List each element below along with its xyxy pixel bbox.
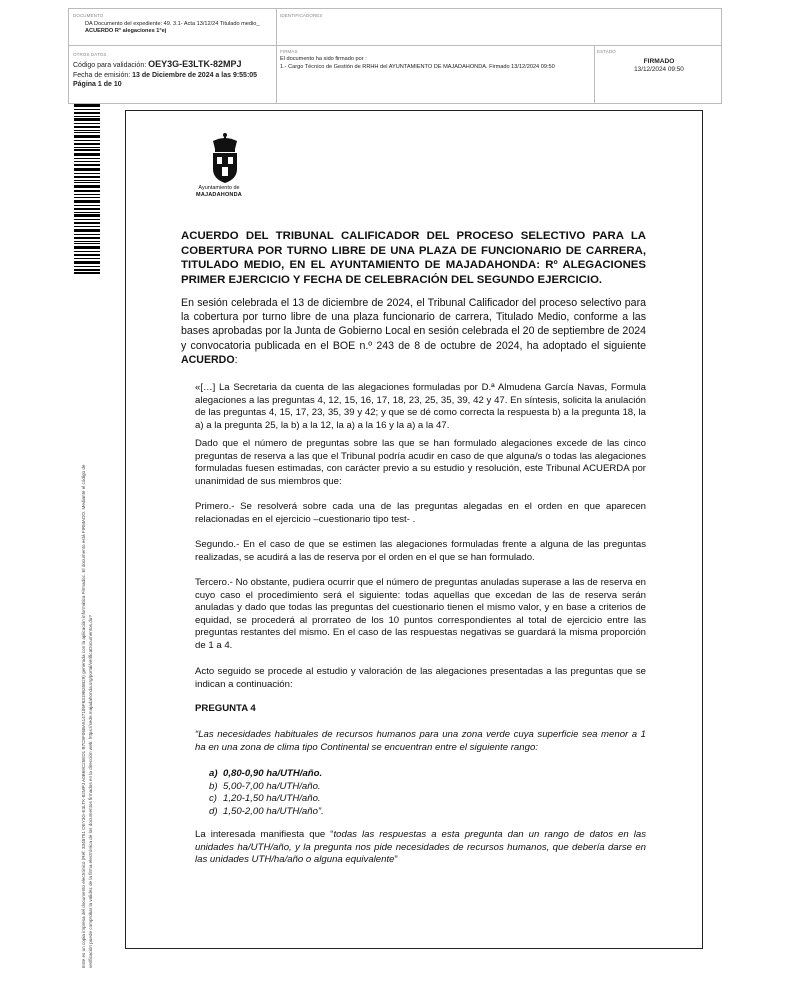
document-header bbox=[68, 8, 722, 104]
interesada-quote: todas las respuestas a esta pregunta dan un rango de datos en las unidades ha/UTH/año, y la pregunta nos pide necesidades de recursos humanos, que debería darse en las unidades UTH/ha/año o alguna equivalente bbox=[195, 829, 647, 866]
codigo-value[interactable]: OEY3G-E3LTK-82MPJ bbox=[148, 59, 242, 69]
fecha-value: 13 de Diciembre de 2024 a las 9:55:05 bbox=[132, 72, 258, 79]
fecha-emision bbox=[73, 72, 257, 79]
option-d bbox=[209, 806, 324, 819]
codigo-validacion bbox=[73, 59, 241, 69]
estado-value: FIRMADO bbox=[643, 58, 675, 65]
firmas-label: FIRMAS bbox=[280, 49, 298, 54]
option-b bbox=[209, 781, 324, 794]
fecha-label: Fecha de emisión: bbox=[73, 72, 131, 79]
option-c-letter: c) bbox=[209, 793, 217, 805]
interesada-end: ” bbox=[394, 854, 398, 866]
answer-options bbox=[209, 768, 324, 818]
option-d-letter: d) bbox=[209, 805, 218, 817]
paragraph-dado-que: Dado que el número de preguntas sobre las que se han formulado alegaciones excede de las cinco preguntas de reserva a las que el Tribunal podría acudir en caso de que alguna/s o todas las alegaciones formuladas fuesen estimadas, con carácter previo a su estudio y resolución, este Tribunal ACUERDA por unanimidad de sus miembros que: bbox=[195, 438, 646, 487]
option-c bbox=[209, 793, 324, 806]
paragraph-alegaciones: «[…] La Secretaria da cuenta de las alegaciones formuladas por D.ª Almudena García Navas, Formula alegaciones a las preguntas 4, 12, 15, 16, 17, 18, 23, 25, 35, 39, 42 y 47. En síntesis, solicita la anulación de las preguntas 4, 15, 17, 23, 35, 39 y 42; y que se dé como correcta la respuesta b) a la pregunta 18, la a) a la pregunta 25, la b) a la 12, la a) a la 16 y la a) a la 47. bbox=[195, 382, 646, 431]
estado-label: ESTADO bbox=[597, 49, 616, 54]
logo-line1: Ayuntamiento de bbox=[198, 185, 240, 191]
option-a-letter: a) bbox=[209, 768, 218, 779]
interesada-intro: La interesada manifiesta que “ bbox=[195, 829, 334, 840]
codigo-label: Código para validación: bbox=[73, 62, 147, 69]
pagina-indicator: Página 1 de 10 bbox=[73, 81, 122, 88]
option-b-letter: b) bbox=[209, 780, 218, 792]
option-a-text: 0,80-0,90 ha/UTH/año. bbox=[223, 768, 323, 779]
paragraph-interesada bbox=[195, 829, 646, 867]
documento-value-line2: ACUERDO R° alegaciones 1°ej bbox=[85, 28, 167, 34]
option-d-text: 1,50-2,00 ha/UTH/año”. bbox=[223, 805, 324, 817]
option-a bbox=[209, 768, 324, 781]
intro-bold: ACUERDO bbox=[181, 353, 235, 366]
documento-label: DOCUMENTO bbox=[73, 13, 104, 18]
logo-line2: MAJADAHONDA bbox=[196, 192, 242, 198]
barcode bbox=[74, 104, 100, 274]
paragraph-tercero: Tercero.- No obstante, pudiera ocurrir que el número de preguntas anuladas superase a las de reserva en cuyo caso el procedimiento será el siguiente: todas aquellas que excedan de las de reserva serán anuladas y dado que todas las preguntas del cuestionario tienen el mismo valor, y en base a criterios de equidad, se procederá al prorrateo de los 10 puntos correspondientes al total de ejercicio entre las preguntas restantes del mismo. En el caso de las respuestas negativas se guardará la misma proporción de 1 a 4. bbox=[195, 577, 646, 651]
paragraph-segundo: Segundo.- En el caso de que se estimen las alegaciones formuladas frente a alguna de las preguntas realizadas, se acudirá a las de reserva por el orden en el que se han formulado. bbox=[195, 539, 646, 563]
document-title: ACUERDO DEL TRIBUNAL CALIFICADOR DEL PROCESO SELECTIVO PARA LA COBERTURA POR TURNO LIBRE DE UNA PLAZA DE FUNCIONARIO DE CARRERA, TITULADO MEDIO, EN EL AYUNTAMIENTO DE MAJADAHONDA: Rº ALEGACIONES PRIMER EJERCICIO Y FECHA DE CELEBRACIÓN DEL SEGUNDO EJERCICIO. bbox=[181, 230, 646, 286]
pregunta-text: “Las necesidades habituales de recursos humanos para una zona verde cuya superficie sea menor a 1 ha en una zona de clima tipo Continental se encuentran entre el siguiente rango: bbox=[195, 729, 646, 753]
option-c-text: 1,20-1,50 ha/UTH/año. bbox=[223, 793, 321, 805]
identificadores-label: IDENTIFICADORES bbox=[280, 13, 323, 18]
documento-value-line1: DA Documento del expediente: 49. 3.1- Acta 13/12/24 Titulado medio_ bbox=[85, 21, 260, 27]
paragraph-acto-seguido: Acto seguido se procede al estudio y valoración de las alegaciones presentadas a las preguntas que se indican a continuación: bbox=[195, 666, 646, 690]
side-verification-text bbox=[80, 288, 94, 968]
document-page bbox=[125, 110, 703, 949]
otros-datos-label: OTROS DATOS bbox=[73, 52, 107, 57]
side-text-line2: verificación puede comprobar la validez de la firma electrónica de los documentos firmados en la dirección web: https://sede.majadahonda.org/portal/verificaDocumentos.do? bbox=[88, 615, 93, 968]
side-text-line1: Este es un copia impresa del documento electrónico (Ref: 3348751 OEY3G-E3LTK-82MPJ A0B69C25ED1 B7C8F06BA5147106F6319B26B29) generada con la aplicación informática Firmadoc. El documento está FIRMADO. Mediante el código de bbox=[81, 464, 86, 968]
intro-end: : bbox=[234, 353, 238, 366]
option-b-text: 5,00-7,00 ha/UTH/año. bbox=[223, 780, 321, 792]
paragraph-primero: Primero.- Se resolverá sobre cada una de las preguntas alegadas en el orden en que aparecen relacionadas en el ejercicio –cuestionario tipo test- . bbox=[195, 501, 646, 525]
firmas-line1: El documento ha sido firmado por : bbox=[280, 56, 367, 62]
pregunta-heading: PREGUNTA 4 bbox=[195, 703, 256, 714]
intro-text: En sesión celebrada el 13 de diciembre de 2024, el Tribunal Calificador del proceso selectivo para la cobertura por turno libre de una plaza funcionario de carrera, Titulado Medio, conforme a las bases aprobadas por la Junta de Gobierno Local en sesión celebrada el 20 de septiembre de 2024 y convocatoria publicada en el BOE n.º 243 de 8 de octubre de 2024, ha adoptado el siguiente bbox=[181, 297, 646, 352]
estado-date: 13/12/2024 09:50 bbox=[634, 66, 684, 73]
intro-paragraph bbox=[181, 296, 646, 367]
firmas-line2: 1.- Cargo Técnico de Gestión de RRHH del AYUNTAMIENTO DE MAJADAHONDA. Firmado 13/12/2024 09:50 bbox=[280, 64, 555, 70]
municipality-logo bbox=[174, 185, 264, 199]
